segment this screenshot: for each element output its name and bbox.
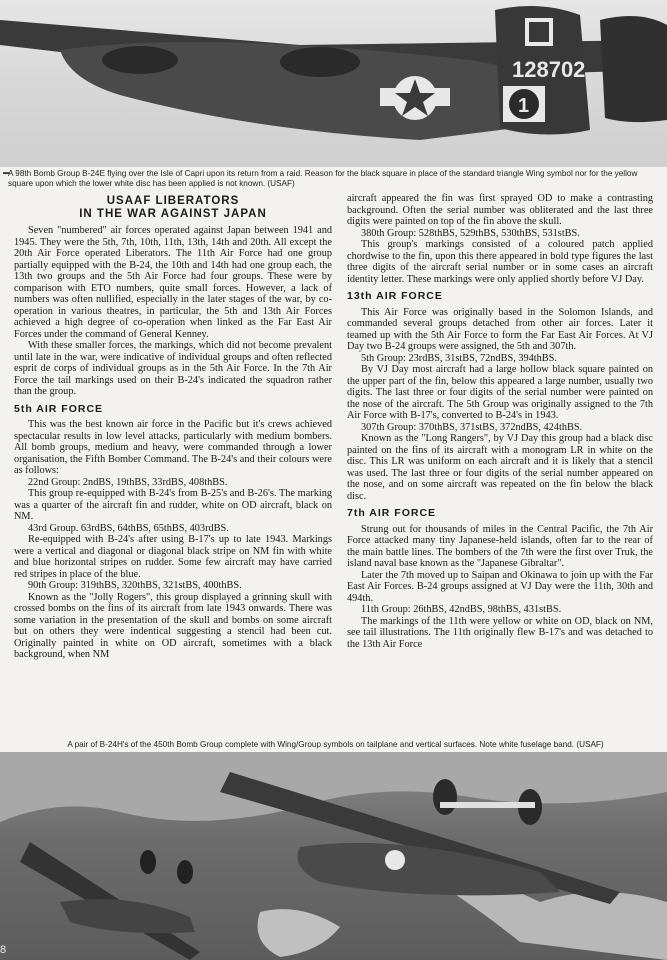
b24e-aircraft-illustration	[0, 0, 667, 167]
body-paragraph: Later the 7th moved up to Saipan and Okinawa to join up with the Far East Air Forces. B-24 groups assigned at VJ Day were the 11th, 30th and 494th.	[347, 569, 653, 604]
group-line: 380th Group: 528thBS, 529thBS, 530thBS, 531stBS.	[361, 227, 580, 239]
article-title	[14, 195, 332, 221]
section-heading-13th-air-force: 13th AIR FORCE	[347, 290, 443, 302]
group-line: 5th Group: 23rdBS, 31stBS, 72ndBS, 394thBS.	[361, 352, 557, 364]
tail-fin-disc	[177, 860, 193, 884]
top-photo-caption: A 98th Bomb Group B-24E flying over the Isle of Capri upon its return from a raid. Reason for the black square in place of the standard triangle Wing symbol nor for the yellow square upon which the lower white disc has been applied is not known. (USAF)	[8, 169, 638, 188]
engine-nacelle	[102, 46, 178, 74]
body-paragraph: aircraft appeared the fin was first sprayed OD to make a contrasting background. Often the serial number was obliterated and the last three digits were painted on top of the fin above the skull.	[347, 193, 653, 227]
group-line: 307th Group: 370thBS, 371stBS, 372ndBS, 424thBS.	[361, 421, 583, 433]
tail-fin-disc	[433, 779, 457, 815]
star-insignia-disc	[385, 850, 405, 870]
b24h-aircraft-small	[20, 842, 200, 960]
body-paragraph: This group re-equipped with B-24's from B-25's and B-26's. The marking was a quarter of the aircraft fin and rudder, white on OD aircraft, black on NM.	[14, 488, 332, 522]
intro-paragraph: Seven "numbered" air forces operated against Japan between 1941 and 1945. They were the 5th, 7th, 10th, 11th, 13th, 14th and 20th. All except the 20th Air Force operated Liberators. The 11th Air Force had one group partially equipped with the B-24, the 10th and 14th had one group each, the 13th two groups and the 5th Air Force had four groups. These were by comparison with ETO numbers, quite small forces. However, a lack of numbers was often nullified, especially in the later stages of the war, by co-operation in various theatres, in particular, the 5th and 13th Air Forces achieved a high degree of co-operation when linked as the Far East Air Forces under the command of General Kenney.	[14, 225, 332, 340]
fuselage-shape	[298, 843, 561, 895]
caption-marker: ▬	[3, 170, 9, 176]
section-heading-7th-air-force: 7th AIR FORCE	[347, 507, 437, 519]
body-paragraph: Known as the "Jolly Rogers", this group displayed a grinning skull with crossed bombs on the fins of its aircraft from late 1943 onwards. There was some variation in the presentation of the skull and bombs on some aircraft but on others they were indentical suggesting a stencil had been cut. Originally painted in white on OD aircraft, sometimes with a black background, when NM	[14, 591, 332, 660]
fuselage-shape	[60, 899, 195, 933]
intro-paragraph: With these smaller forces, the markings, which did not become prevalent until late in the war, were indicative of individual groups and often reflected esprit de corps of individual groups as in the 5th Air Force. In the 7th Air Force the tail markings used on their B-24's indicated the squadron rather than the group.	[14, 340, 332, 397]
tailplane-band	[440, 802, 535, 808]
top-photo-b24e	[0, 0, 667, 167]
bottom-photo-b24h-pair	[0, 752, 667, 960]
article-title-line1: USAAF LIBERATORS	[106, 195, 240, 207]
engine-nacelle	[280, 47, 360, 77]
body-paragraph: This group's markings consisted of a coloured patch applied chordwise to the fin, upon this there appeared in bold type figures the last three digits of the aircraft serial number or in some cases an aircraft identity letter. These markings were only applied shortly before VJ Day.	[347, 239, 653, 285]
left-text-column	[14, 193, 332, 661]
tail-number-text: 1	[518, 95, 530, 117]
bottom-photo-caption: A pair of B-24H's of the 450th Bomb Group complete with Wing/Group symbols on tailplane and vertical surfaces. Note white fuselage band. (USAF)	[67, 740, 604, 749]
group-line: 22nd Group: 2ndBS, 19thBS, 33rdBS, 408thBS.	[28, 476, 228, 488]
body-paragraph: The markings of the 11th were yellow or white on OD, black on NM, see tail illustrations. The 11th originally flew B-17's and was detached to the 13th Air Force	[347, 615, 653, 650]
tail-fin-right	[600, 16, 667, 122]
group-line: 43rd Group. 63rdBS, 64thBS, 65thBS, 403rdBS.	[28, 522, 229, 534]
page-number: 8	[0, 944, 7, 956]
body-paragraph: This Air Force was originally based in the Solomon Islands, and commanded several groups detached from other air forces. Later it teamed up with the 5th Air Force to form the Far East Air Forces. At VJ Day two B-24 groups were assigned, the 5th and 307th.	[347, 306, 653, 352]
island-shape	[258, 909, 341, 957]
body-paragraph: By VJ Day most aircraft had a large hollow black square painted on the upper part of the fin, below this appeared a large number, usually two digits. The last three or four digits of the serial number were painted on the nose of the aircraft. The 5th Group was originally assigned to the 7th Air Force with B-17's, converted to B-24's in 1943.	[347, 364, 653, 421]
group-line: 90th Group: 319thBS, 320thBS, 321stBS, 400thBS.	[28, 580, 242, 591]
group-line: 11th Group: 26thBS, 42ndBS, 98thBS, 431stBS.	[361, 604, 562, 615]
article-title-line2: IN THE WAR AGAINST JAPAN	[79, 208, 267, 220]
body-paragraph: Known as the "Long Rangers", by VJ Day this group had a black disc painted on the fins of its aircraft with a monogram LR in white on the disc. This LR was uniform on each aircraft and it is likely that a stencil was used. The last three or four digits of the serial number appeared on the nose, and on some aircraft was repeated on the fin below the black disc.	[347, 433, 653, 502]
body-paragraph: This was the best known air force in the Pacific but it's crews achieved spectacular results in low level attacks, particularly with medium bombers. All bomb groups, medium and heavy, were commanded through a lower organisation, the Fifth Bomber Command. The B-24's and their colours were as follows:	[14, 419, 332, 476]
right-text-column	[347, 193, 653, 650]
tail-serial-text: 128702	[512, 57, 586, 82]
b24h-pair-illustration	[0, 752, 667, 960]
body-paragraph: Strung out for thousands of miles in the Central Pacific, the 7th Air Force attacked many tiny Japanese-held islands, often far to the rear of the main battle lines. The bombers of the 7th were the first over Truk, the island naval base known as the "Japanese Gibraltar".	[347, 523, 653, 569]
body-paragraph: Re-equipped with B-24's after using B-17's up to late 1943. Markings were a vertical and diagonal or diagonal black stripe on NM fin with white and blue horizontal stripes on rudder. Some few aircraft may have carried red stripes in place of the blue.	[14, 534, 332, 580]
section-heading-5th-air-force: 5th AIR FORCE	[14, 402, 104, 415]
tail-fin-disc	[140, 850, 156, 874]
